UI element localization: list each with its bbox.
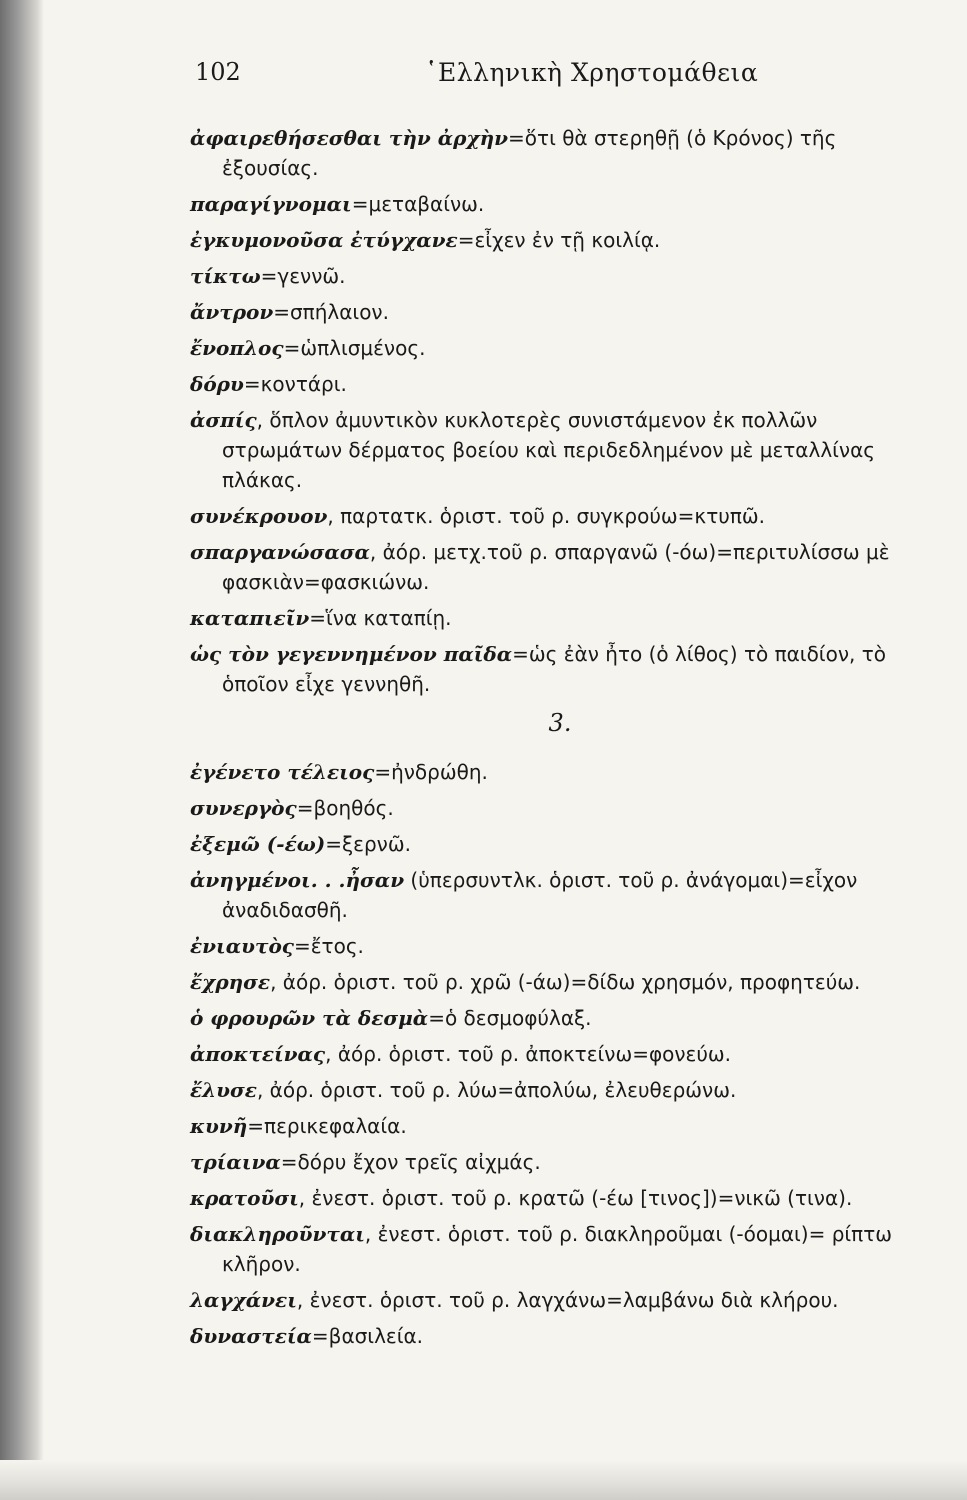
entry-lemma: σπαργανώσασα	[190, 540, 370, 564]
entry-lemma: ἐγκυμονοῦσα ἐτύγχανε	[190, 228, 458, 252]
glossary-entry	[190, 261, 930, 291]
entry-lemma: λαγχάνει	[190, 1288, 297, 1312]
page-number: 102	[195, 58, 241, 86]
entry-gloss: , ἀόρ. ὁριστ. τοῦ ρ. λύω=ἀπολύω, ἐλευθερώνω.	[256, 1078, 737, 1102]
glossary-entry	[190, 793, 930, 823]
entry-lemma: παραγίγνομαι	[190, 192, 352, 216]
entry-gloss: =ὅτι θὰ στερηθῇ (ὁ Κρόνος) τῆς ἐξουσίας.	[222, 126, 837, 180]
glossary-entry	[190, 931, 930, 961]
page-left-shadow	[0, 0, 44, 1500]
entry-gloss: , ἐνεστ. ὁριστ. τοῦ ρ. διακληροῦμαι (-όομαι)= ρίπτω κλῆρον.	[222, 1222, 892, 1276]
glossary-entry	[190, 1183, 930, 1213]
page-header	[195, 58, 927, 94]
entry-gloss: , ἀόρ. ὁριστ. τοῦ ρ. ἀποκτείνω=φονεύω.	[325, 1042, 732, 1066]
entry-lemma: καταπιεῖν	[190, 606, 310, 630]
entry-lemma: συνέκρουον	[190, 504, 328, 528]
glossary-part-1	[190, 123, 930, 699]
entry-lemma: ἐνιαυτὸς	[190, 934, 294, 958]
entry-lemma: ὁ φρουρῶν τὰ δεσμὰ	[190, 1006, 429, 1030]
entry-gloss: =ὁ δεσμοφύλαξ.	[428, 1006, 592, 1030]
glossary-entry	[190, 1219, 930, 1279]
entry-lemma: ἀποκτείνας	[190, 1042, 326, 1066]
glossary-entry	[190, 405, 930, 495]
entry-lemma: κυνῆ	[190, 1114, 248, 1138]
entry-lemma: ἔλυσε	[190, 1078, 257, 1102]
entry-lemma: ἔχρησε	[190, 970, 271, 994]
entry-lemma: ἀνηγμένοι. . .ἦσαν	[190, 868, 405, 892]
glossary-entry	[190, 967, 930, 997]
entry-gloss: =σπήλαιον.	[273, 300, 389, 324]
glossary-entry	[190, 1111, 930, 1141]
page-bottom-shadow	[0, 1460, 967, 1500]
entry-lemma: κρατοῦσι	[190, 1186, 299, 1210]
glossary-entry	[190, 829, 930, 859]
entry-gloss: =γεννῶ.	[260, 264, 346, 288]
entry-lemma: δυναστεία	[190, 1324, 312, 1348]
entry-lemma: ἔνοπλος	[190, 336, 284, 360]
glossary-part-2	[190, 757, 930, 1351]
glossary-entry	[190, 501, 930, 531]
entry-gloss: , ἐνεστ. ὁριστ. τοῦ ρ. λαγχάνω=λαμβάνω διὰ κλήρου.	[296, 1288, 839, 1312]
entry-gloss: =κοντάρι.	[243, 372, 347, 396]
glossary-entry	[190, 123, 930, 183]
entry-lemma: ἄντρον	[190, 300, 274, 324]
entry-lemma: τρίαινα	[190, 1150, 281, 1174]
glossary-entry	[190, 639, 930, 699]
entry-gloss: (ὑπερσυντλκ. ὁριστ. τοῦ ρ. ἀνάγομαι)=εἶχον ἀναδιδασθῆ.	[222, 868, 858, 922]
entry-lemma: ἐγένετο τέλειος	[190, 760, 375, 784]
entry-gloss: =ὡς ἐὰν ἦτο (ὁ λίθος) τὸ παιδίον, τὸ ὁποῖον εἶχε γεννηθῆ.	[222, 642, 886, 696]
entry-gloss: =ξερνῶ.	[325, 832, 411, 856]
entry-lemma: τίκτω	[190, 264, 261, 288]
entry-lemma: ἀφαιρεθήσεσθαι τὴν ἀρχὴν	[190, 126, 509, 150]
glossary-entry	[190, 865, 930, 925]
entry-gloss: , ἀόρ. ὁριστ. τοῦ ρ. χρῶ (-άω)=δίδω χρησμόν, προφητεύω.	[270, 970, 861, 994]
glossary-entry	[190, 1285, 930, 1315]
running-title: ῾Ελληνικὴ Χρηστομάθεια	[425, 58, 759, 87]
glossary	[190, 123, 930, 1357]
entry-lemma: δόρυ	[190, 372, 244, 396]
glossary-entry	[190, 1147, 930, 1177]
entry-gloss: =ἠνδρώθη.	[374, 760, 488, 784]
glossary-entry	[190, 189, 930, 219]
glossary-entry	[190, 603, 930, 633]
entry-gloss: =ἵνα καταπίῃ.	[309, 606, 452, 630]
glossary-entry	[190, 537, 930, 597]
entry-gloss: =περικεφαλαία.	[247, 1114, 407, 1138]
entry-lemma: συνεργὸς	[190, 796, 297, 820]
entry-gloss: =δόρυ ἔχον τρεῖς αἰχμάς.	[280, 1150, 541, 1174]
glossary-entry	[190, 225, 930, 255]
entry-gloss: , ἀόρ. μετχ.τοῦ ρ. σπαργανῶ (-όω)=περιτυλίσσω μὲ φασκιὰν=φασκιώνω.	[222, 540, 890, 594]
glossary-entry	[190, 1039, 930, 1069]
entry-gloss: =βασιλεία.	[311, 1324, 424, 1348]
entry-gloss: =μεταβαίνω.	[351, 192, 485, 216]
glossary-entry	[190, 369, 930, 399]
glossary-entry	[190, 1321, 930, 1351]
entry-gloss: , παρτατκ. ὁριστ. τοῦ ρ. συγκρούω=κτυπῶ.	[327, 504, 765, 528]
entry-gloss: =ἔτος.	[293, 934, 364, 958]
glossary-entry	[190, 1075, 930, 1105]
glossary-entry	[190, 297, 930, 327]
entry-gloss: =εἶχεν ἐν τῇ κοιλίᾳ.	[457, 228, 661, 252]
glossary-entry	[190, 333, 930, 363]
section-number: 3.	[548, 709, 572, 737]
entry-lemma: ἐξεμῶ (-έω)	[190, 832, 326, 856]
glossary-entry	[190, 757, 930, 787]
entry-lemma: ἀσπίς	[190, 408, 257, 432]
entry-lemma: ὡς τὸν γεγεννημένον παῖδα	[190, 642, 513, 666]
glossary-entry	[190, 1003, 930, 1033]
entry-gloss: , ἐνεστ. ὁριστ. τοῦ ρ. κρατῶ (-έω [τινος])=νικῶ (τινα).	[298, 1186, 853, 1210]
entry-lemma: διακληροῦνται	[190, 1222, 365, 1246]
entry-gloss: =ὡπλισμένος.	[283, 336, 426, 360]
entry-gloss: , ὅπλον ἀμυντικὸν κυκλοτερὲς συνιστάμενον ἐκ πολλῶν στρωμάτων δέρματος βοείου καὶ περιδεδλημένον μὲ μεταλλίνας πλάκας.	[222, 408, 876, 492]
entry-gloss: =βοηθός.	[296, 796, 394, 820]
